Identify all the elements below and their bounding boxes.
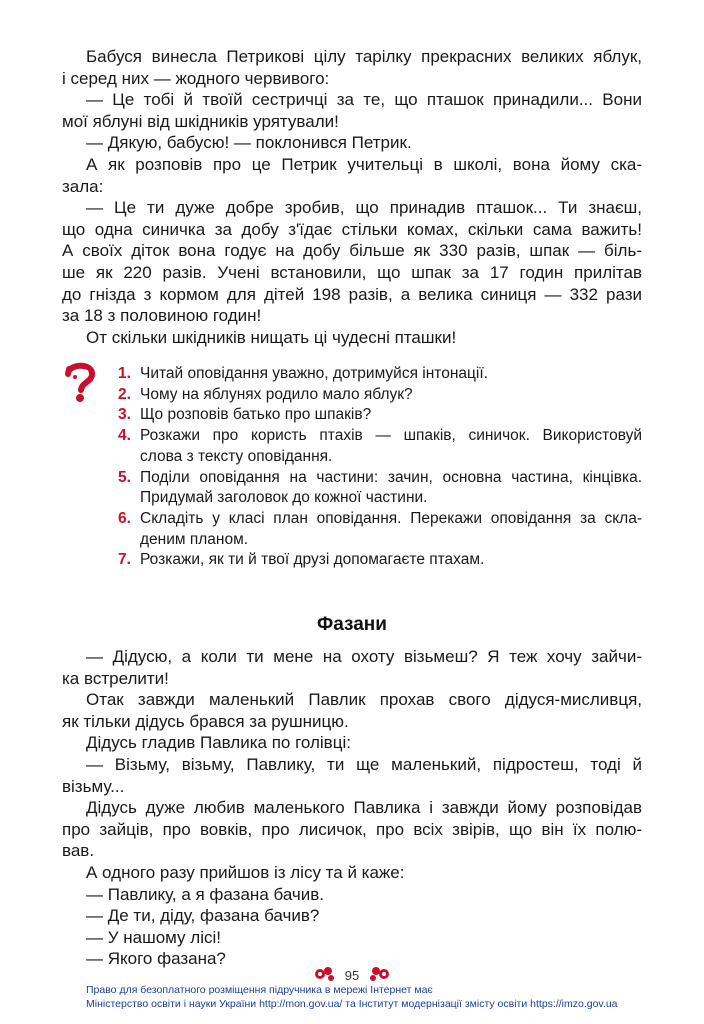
text-line: зала: — [62, 176, 104, 196]
text-line: про зайців, про вовків, про лисичок, про всіх звірів, що він їх полю- — [62, 819, 642, 839]
question-item — [118, 385, 642, 406]
text-line: — Павлику, а я фазана бачив. — [86, 884, 325, 904]
story-ending-text — [62, 46, 642, 348]
text-line: і серед них — жодного червивого: — [62, 68, 330, 88]
question-text: Чому на яблунях родило мало яблук? — [140, 385, 413, 403]
question-text: Складіть у класі план оповідання. Перекажи оповідання за скла- — [140, 509, 642, 527]
text-line: вав. — [62, 841, 95, 861]
question-item — [118, 364, 642, 385]
text-line: — Дякую, бабусю! — поклонився Петрик. — [86, 133, 412, 153]
text-line: Дідусь дуже любив маленького Павлика і завжди йому розповідав — [86, 798, 642, 818]
text-line: до гнізда з кормом для дітей 198 разів, а велика синиця — 332 рази — [62, 284, 642, 304]
question-item — [118, 468, 642, 509]
floral-ornament-icon — [312, 964, 338, 984]
text-line: за 18 з половиною годин! — [62, 306, 262, 326]
question-item — [118, 405, 642, 426]
question-number: 3. — [118, 406, 131, 424]
text-line: — Де ти, діду, фазана бачив? — [86, 906, 320, 926]
question-text: Придумай заголовок до кожної частини. — [140, 489, 428, 507]
floral-ornament-icon — [366, 964, 392, 984]
text-line: — Це тобі й твоїй сестричці за те, що пташок принадили... Вони — [86, 90, 642, 110]
license-line-1: Право для безоплатного розміщення підручника в мережі Інтернет має — [86, 984, 433, 996]
text-line: ка встрелити! — [62, 668, 169, 688]
question-number: 2. — [118, 385, 131, 403]
text-line: — Це ти дуже добре зробив, що принадив пташок... Ти знаєш, — [86, 198, 642, 218]
text-line: — Якого фазана? — [86, 949, 226, 969]
text-line: як тільки дідусь брався за рушницю. — [62, 711, 349, 731]
question-number: 7. — [118, 551, 131, 569]
question-item — [118, 426, 642, 467]
question-text: Що розповів батько про шпаків? — [140, 406, 372, 424]
text-line: — Дідусю, а коли ти мене на охоту візьмеш? Я теж хочу зайчи- — [86, 647, 642, 666]
text-line: А своїх діток вона годує на добу більше як 330 разів, шпак — біль- — [62, 241, 642, 261]
text-line: — Візьму, візьму, Павлику, ти ще маленький, підростеш, тоді й — [86, 754, 642, 774]
story-title: Фазани — [317, 614, 387, 635]
page-number: 95 — [344, 968, 360, 983]
question-text: Поділи оповідання на частини: зачин, основна частина, кінцівка. — [140, 468, 642, 486]
license-line-2: Міністерство освіти і науки України http://mon.gov.ua/ та Інститут модернізації змісту освіти https://imzo.gov.ua — [86, 998, 618, 1010]
text-line: мої яблуні від шкідників урятували! — [62, 111, 339, 131]
text-line: Отак завжди маленький Павлик прохав свого дідуся-мисливця, — [86, 690, 642, 710]
text-line: ше як 220 разів. Учені встановили, що шпак за 17 годин прилітав — [62, 262, 642, 282]
question-text: Розкажи про користь птахів — шпаків, синичок. Використовуй — [140, 427, 642, 445]
question-number: 1. — [118, 365, 131, 382]
text-line: Дідусь гладив Павлика по голівці: — [86, 733, 351, 753]
question-text: деним планом. — [140, 530, 249, 548]
question-ornament-icon — [58, 360, 102, 402]
text-line: А як розповів про це Петрик учительці в школі, вона йому ска- — [86, 154, 642, 174]
text-line: Бабуся винесла Петрикові цілу тарілку прекрасних великих яблук, — [86, 47, 642, 66]
question-item — [118, 509, 642, 550]
question-text: Читай оповідання уважно, дотримуйся інтонації. — [140, 365, 488, 382]
question-item — [118, 550, 642, 571]
text-line: А одного разу прийшов із лісу та й каже: — [86, 862, 405, 882]
text-line: що одна синичка за добу з'їдає стільки комах, скільки сама важить! — [62, 219, 642, 239]
question-text: Розкажи, як ти й твої друзі допомагаєте птахам. — [140, 551, 485, 569]
question-text: слова з тексту оповідання. — [140, 447, 333, 465]
question-number: 5. — [118, 468, 131, 486]
question-number: 4. — [118, 427, 131, 445]
text-line: От скільки шкідників нищать ці чудесні пташки! — [86, 327, 457, 347]
story-text — [62, 646, 642, 970]
text-line: візьму... — [62, 776, 125, 796]
questions-list — [118, 364, 642, 571]
question-number: 6. — [118, 509, 131, 527]
text-line: — У нашому лісі! — [86, 927, 221, 947]
